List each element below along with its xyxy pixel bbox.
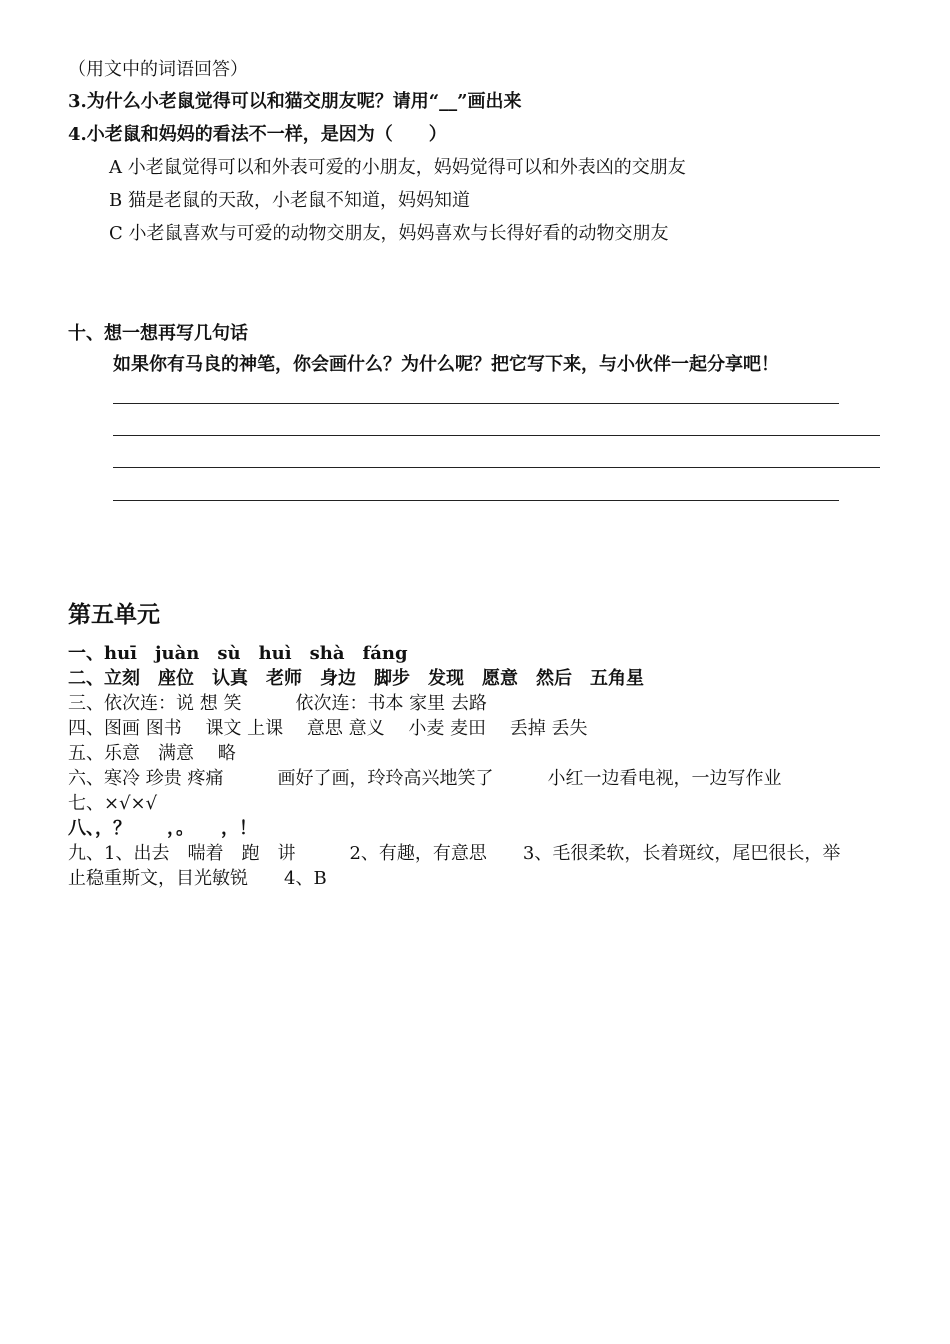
answer-5: 五、乐意 满意 略 bbox=[68, 743, 236, 764]
answer-6: 六、寒冷 珍贵 疼痛 画好了画，玲玲高兴地笑了 小红一边看电视，一边写作业 bbox=[68, 768, 782, 789]
option-a: A 小老鼠觉得可以和外表可爱的小朋友，妈妈觉得可以和外表凶的交朋友 bbox=[109, 157, 686, 178]
question-3: 3.为什么小老鼠觉得可以和猫交朋友呢？请用“__”画出来 bbox=[68, 91, 522, 112]
option-c: C 小老鼠喜欢与可爱的动物交朋友，妈妈喜欢与长得好看的动物交朋友 bbox=[109, 223, 669, 244]
unit-title: 第五单元 bbox=[68, 601, 160, 628]
writing-line-3[interactable] bbox=[113, 467, 880, 468]
writing-heading: 十、想一想再写几句话 bbox=[68, 323, 248, 344]
answer-9: 九、1、出去 喘着 跑 讲 2、有趣，有意思 3、毛很柔软，长着斑纹，尾巴很长，举 bbox=[68, 843, 841, 864]
writing-prompt: 如果你有马良的神笔，你会画什么？为什么呢？把它写下来，与小伙伴一起分享吧！ bbox=[113, 354, 779, 375]
answer-9-cont: 止稳重斯文，目光敏锐 4、B bbox=[68, 868, 327, 889]
option-b: B 猫是老鼠的天敌，小老鼠不知道，妈妈知道 bbox=[109, 190, 470, 211]
note-line: （用文中的词语回答） bbox=[68, 59, 248, 80]
answer-2: 二、立刻 座位 认真 老师 身边 脚步 发现 愿意 然后 五角星 bbox=[68, 668, 644, 689]
writing-line-4[interactable] bbox=[113, 500, 839, 501]
writing-line-2[interactable] bbox=[113, 435, 880, 436]
question-4: 4.小老鼠和妈妈的看法不一样，是因为（ ） bbox=[68, 124, 447, 145]
answer-3: 三、依次连：说 想 笑 依次连：书本 家里 去路 bbox=[68, 693, 487, 714]
answer-1: 一、huī juàn sù huì shà fáng bbox=[68, 643, 408, 664]
answer-8: 八、，？ ，。 ，！ bbox=[68, 818, 257, 839]
writing-line-1[interactable] bbox=[113, 403, 839, 404]
answer-4: 四、图画 图书 课文 上课 意思 意义 小麦 麦田 丢掉 丢失 bbox=[68, 718, 588, 739]
answer-7: 七、×√×√ bbox=[68, 793, 158, 814]
